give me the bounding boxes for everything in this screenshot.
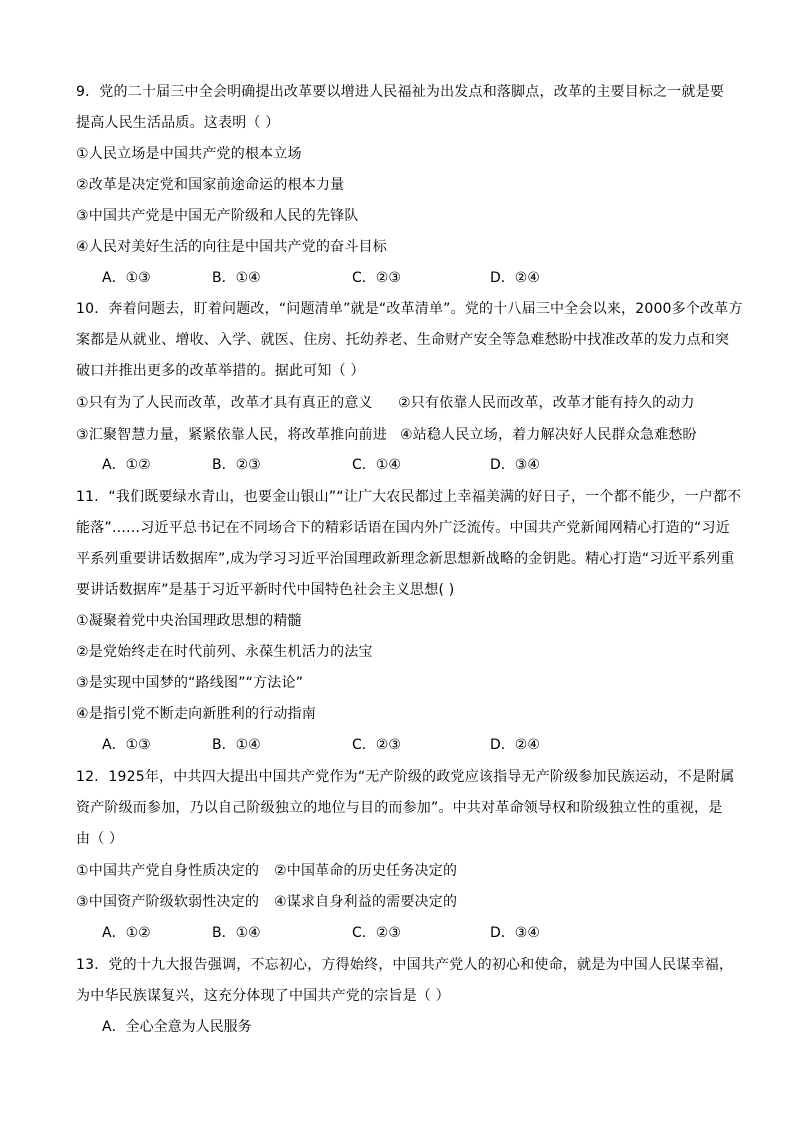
q10-option-d[interactable]: D．③④	[490, 457, 540, 473]
q10-stem-line-2: 案都是从就业、增收、入学、就医、住房、托幼养老、生命财产安全等急难愁盼中找准改革的发力点和突	[76, 332, 730, 348]
q10-statement-1: ①只有为了人民而改革，改革才具有真正的意义	[76, 395, 373, 411]
q9-statement-1: ①人民立场是中国共产党的根本立场	[76, 146, 302, 162]
q12-option-c[interactable]: C．②③	[352, 925, 401, 941]
q11-stem-line-4: 要讲话数据库”是基于习近平新时代中国特色社会主义思想( )	[76, 582, 455, 598]
q11-option-a[interactable]: A．①③	[102, 737, 151, 753]
q10-statement-3: ③汇聚智慧力量，紧紧依靠人民，将改革推向前进	[76, 427, 387, 443]
q9-stem-line-1: 9．党的二十届三中全会明确提出改革要以增进人民福祉为出发点和落脚点，改革的主要目标之一就是要	[76, 84, 725, 100]
q11-option-d[interactable]: D．②④	[490, 737, 540, 753]
q11-options	[102, 735, 602, 755]
q12-option-b[interactable]: B．①④	[212, 925, 261, 941]
q12-option-a[interactable]: A．①②	[102, 925, 151, 941]
q12-statement-2: ②中国革命的历史任务决定的	[274, 863, 458, 879]
q10-option-c[interactable]: C．①④	[352, 457, 401, 473]
q10-statements-row-1	[76, 393, 716, 413]
q12-option-d[interactable]: D．③④	[490, 925, 540, 941]
q9-option-a[interactable]: A．①③	[102, 270, 151, 286]
q12-options	[102, 923, 602, 943]
q9-stem-line-2: 提高人民生活品质。这表明（ ）	[76, 115, 280, 131]
q12-statement-1: ①中国共产党自身性质决定的	[76, 863, 260, 879]
q13-stem-line-2: 为中华民族谋复兴，这充分体现了中国共产党的宗旨是（ ）	[76, 988, 450, 1004]
q12-statements-row-1	[76, 861, 576, 881]
q11-stem-line-1: 11．“我们既要绿水青山，也要金山银山”“让广大农民都过上幸福美满的好日子，一个都不能少，一户都不	[76, 489, 742, 505]
q11-statement-4: ④是指引党不断走向新胜利的行动指南	[76, 706, 316, 722]
q12-stem-line-1: 12．1925年，中共四大提出中国共产党作为“无产阶级的政党应该指导无产阶级参加民族运动，不是附属	[76, 769, 735, 785]
q10-statements-row-2	[76, 425, 716, 445]
q10-statement-2: ②只有依靠人民而改革，改革才能有持久的动力	[398, 395, 695, 411]
q10-options	[102, 455, 602, 475]
q11-option-b[interactable]: B．①④	[212, 737, 261, 753]
q13-stem-line-1: 13．党的十九大报告强调，不忘初心，方得始终，中国共产党人的初心和使命，就是为中国人民谋幸福，	[76, 957, 734, 973]
q9-options	[102, 268, 602, 288]
q11-statement-3: ③是实现中国梦的“路线图”“方法论”	[76, 675, 304, 691]
q10-stem-line-3: 破口并推出更多的改革举措的。据此可知（ ）	[76, 363, 365, 379]
q9-statement-3: ③中国共产党是中国无产阶级和人民的先锋队	[76, 208, 359, 224]
q13-options	[102, 1017, 602, 1037]
q12-stem-line-2: 资产阶级而参加，乃以自己阶级独立的地位与目的而参加”。中共对革命领导权和阶级独立性的重视，是	[76, 800, 723, 816]
q9-option-c[interactable]: C．②③	[352, 270, 401, 286]
q9-option-d[interactable]: D．②④	[490, 270, 540, 286]
q12-stem-line-3: 由（ ）	[76, 831, 124, 847]
q11-option-c[interactable]: C．②③	[352, 737, 401, 753]
q9-option-b[interactable]: B．①④	[212, 270, 261, 286]
q10-option-b[interactable]: B．②③	[212, 457, 261, 473]
q9-statement-2: ②改革是决定党和国家前途命运的根本力量	[76, 177, 345, 193]
q12-statements-row-2	[76, 892, 576, 912]
q13-option-a[interactable]: A．全心全意为人民服务	[102, 1019, 252, 1035]
q11-stem-line-3: 平系列重要讲话数据库”,成为学习习近平治国理政新理念新思想新战略的金钥匙。精心打造“习近平系列重	[76, 551, 735, 567]
q11-statement-1: ①凝聚着党中央治国理政思想的精髓	[76, 613, 302, 629]
q12-statement-3: ③中国资产阶级软弱性决定的	[76, 894, 260, 910]
q11-statement-2: ②是党始终走在时代前列、永葆生机活力的法宝	[76, 644, 373, 660]
q11-stem-line-2: 能落”……习近平总书记在不同场合下的精彩话语在国内外广泛流传。中国共产党新闻网精心打造的“习近	[76, 520, 730, 536]
q10-statement-4: ④站稳人民立场，着力解决好人民群众急难愁盼	[400, 427, 697, 443]
q12-statement-4: ④谋求自身利益的需要决定的	[274, 894, 458, 910]
q10-option-a[interactable]: A．①②	[102, 457, 151, 473]
q9-statement-4: ④人民对美好生活的向往是中国共产党的奋斗目标	[76, 239, 387, 255]
q10-stem-line-1: 10．奔着问题去，盯着问题改，“问题清单”就是“改革清单”。党的十八届三中全会以来，2000多个改革方	[76, 301, 743, 317]
